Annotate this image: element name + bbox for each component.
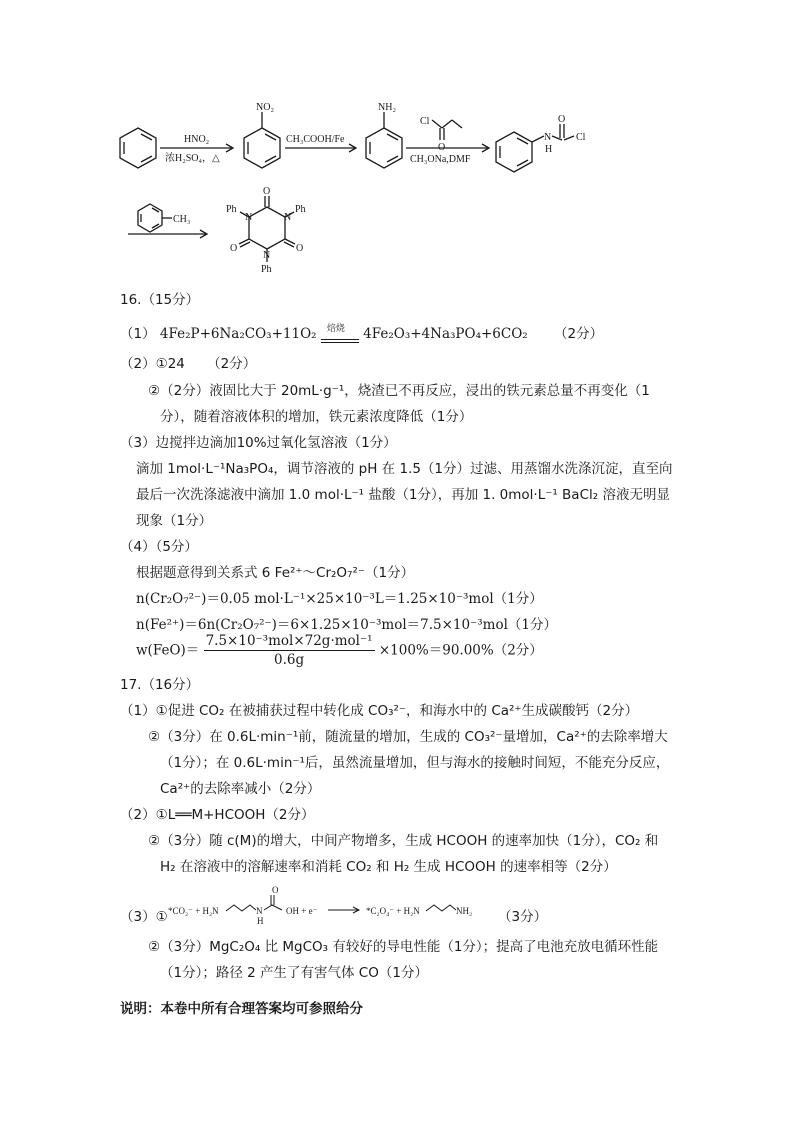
q16-part4-denominator: 0.6g: [273, 652, 305, 668]
q16-part4-w-label: w(FeO)＝: [136, 642, 200, 659]
eq-carbonyl-o: O: [272, 885, 279, 895]
ring-ph-left: Ph: [226, 204, 237, 215]
ring-ph-bottom: Ph: [261, 264, 272, 275]
q16-part4-l4: n(Fe²⁺)＝6n(Cr₂O₇²⁻)＝6×1.25×10⁻³mol＝7.5×10⁻³mol（1分）: [136, 617, 557, 633]
product-amide-n: N: [544, 132, 552, 143]
q16-part4-l5: [136, 632, 543, 669]
q16-part4-l3: n(Cr₂O₇²⁻)＝0.05 mol·L⁻¹×25×10⁻³L＝1.25×10⁻³mol（1分）: [136, 591, 543, 607]
q17-part3-label: （3）①: [120, 909, 168, 925]
product-amide-h: H: [545, 144, 553, 155]
toluene-structure: [138, 204, 172, 232]
q16-part4-numerator: 7.5×10⁻³mol×72g·mol⁻¹: [205, 633, 373, 649]
q16-part3-l2: 滴加 1mol·L⁻¹Na₃PO₄，调节溶液的 pH 在 1.5（1分）过滤、用蒸馏水洗涤沉淀，直至向: [136, 461, 673, 477]
q16-part3-l4: 现象（1分）: [136, 513, 213, 529]
ring-carbonyl-o-right: O: [296, 243, 304, 254]
q16-part2-label: （2）①24: [120, 356, 185, 372]
q16-part4-result: ×100%＝90.00%（2分）: [378, 642, 543, 659]
q16-part1-condition: 焙烧: [326, 324, 345, 334]
aniline-structure: [366, 112, 402, 168]
q16-part1-label: （1）: [120, 326, 156, 342]
eq-amide-n: N: [256, 906, 263, 916]
q16-part1-eq-right: 4Fe₂O₃+4Na₃PO₄+6CO₂: [363, 326, 528, 342]
reagent-o-label: O: [438, 142, 446, 153]
q17-header: 17.（16分）: [120, 677, 200, 693]
q17-equation-structure: [168, 884, 498, 928]
phenylcarbamoyl-chloride-structure: [496, 124, 574, 172]
q16-part4-fraction: [204, 632, 375, 669]
q16-header: 16.（15分）: [120, 292, 200, 308]
ring-ph-right: Ph: [295, 204, 306, 215]
q16-part2-l3: 分），随着溶液体积的增加，铁元素浓度降低（1分）: [160, 409, 473, 425]
q16-part2-score: （2分）: [207, 356, 257, 372]
product-cl: Cl: [576, 132, 586, 143]
q16-part3-l3: 最后一次洗涤滤液中滴加 1.0 mol·L⁻¹ 盐酸（1分），再加 1. 0mol·L⁻¹ BaCl₂ 溶液无明显: [136, 487, 670, 503]
q17-part1-l1: （1）①促进 CO₂ 在被捕获过程中转化成 CO₃²⁻，和海水中的 Ca²⁺生成碳酸钙（2分）: [120, 703, 639, 719]
q16-part1-eq-left: 4Fe₂P+6Na₂CO₃+11O₂: [159, 326, 317, 342]
nitro-group-label: NO₂: [256, 102, 274, 113]
ring-carbonyl-o-top: O: [263, 186, 271, 197]
eq-amide-h: H: [257, 916, 264, 926]
q17-part2-l3: H₂ 在溶液中的溶解速率和消耗 CO₂ 和 H₂ 生成 HCOOH 的速率相等（2分）: [160, 859, 617, 875]
q16-part3-l1: （3）边搅拌边滴加10%过氧化氢溶液（1分）: [120, 435, 397, 451]
q17-part3-l3: （1分）；路径 2 产生了有害气体 CO（1分）: [160, 965, 428, 981]
q17-part3-l2: ②（3分）MgC₂O₄ 比 MgCO₃ 有较好的导电性能（1分）；提高了电池充放电循环性能: [148, 939, 659, 955]
q16-part2-l2: ②（2分）液固比大于 20mL·g⁻¹，烧渣已不再反应，浸出的铁元素总量不再变化（1: [148, 383, 650, 399]
q16-part4-l1: （4）（5分）: [120, 539, 198, 555]
q16-part4-l2: 根据题意得到关系式 6 Fe²⁺～Cr₂O₇²⁻（1分）: [136, 565, 415, 581]
q16-part2-l1: [120, 355, 256, 373]
eq-nh2-text: NH₂: [456, 906, 473, 916]
q17-part3-score: （3分）: [498, 909, 548, 925]
nitrobenzene-structure: [244, 112, 280, 168]
q16-part1: [120, 325, 603, 343]
reagent-nitration: HNO₂: [184, 134, 210, 145]
eq-left-text: *CO₂⁻ + H₂N: [168, 906, 219, 916]
ring-n-bottom: N: [263, 250, 271, 261]
q17-part2-l1: （2）①L══M+HCOOH（2分）: [120, 807, 315, 823]
reagent-nitration-condition: 浓H₂SO₄，△: [165, 153, 220, 164]
product-carbonyl-o: O: [558, 114, 566, 125]
ring-carbonyl-o-left: O: [230, 243, 238, 254]
eq-right-text: *C₂O₄⁻ + H₂N: [366, 906, 420, 916]
ring-n-left: N: [245, 212, 253, 223]
q17-part2-l2: ②（3分）随 c(M)的增大，中间产物增多，生成 HCOOH 的速率加快（1分），CO₂ 和: [148, 833, 659, 849]
q16-part1-score: （2分）: [553, 326, 604, 342]
reagent-reduction: CH₃COOH/Fe: [286, 134, 345, 145]
methyl-chloroformate-structure: [432, 120, 462, 140]
amine-group-label: NH₂: [378, 102, 396, 113]
q17-part1-l2: ②（3分）在 0.6L·min⁻¹前，随流量的增加，生成的 CO₃²⁻量增加，Ca²⁺的去除率增大: [148, 729, 668, 745]
ring-n-right: N: [284, 212, 292, 223]
reagent-condition-base: CH₃ONa,DMF: [410, 154, 471, 165]
benzene-structure: [120, 128, 156, 168]
reaction-scheme: [0, 0, 800, 280]
reagent-chloroformate-cl: Cl: [420, 116, 430, 127]
grading-note: 说明：本卷中所有合理答案均可参照给分: [120, 1001, 363, 1017]
q17-part1-l4: Ca²⁺的去除率减小（2分）: [160, 781, 321, 797]
eq-mid-text: OH + e⁻: [286, 906, 318, 916]
toluene-methyl: CH₃: [173, 214, 191, 225]
q17-part1-l3: （1分）；在 0.6L·min⁻¹后，虽然流量增加，但与海水的接触时间短，不能充分反应，: [160, 755, 670, 771]
